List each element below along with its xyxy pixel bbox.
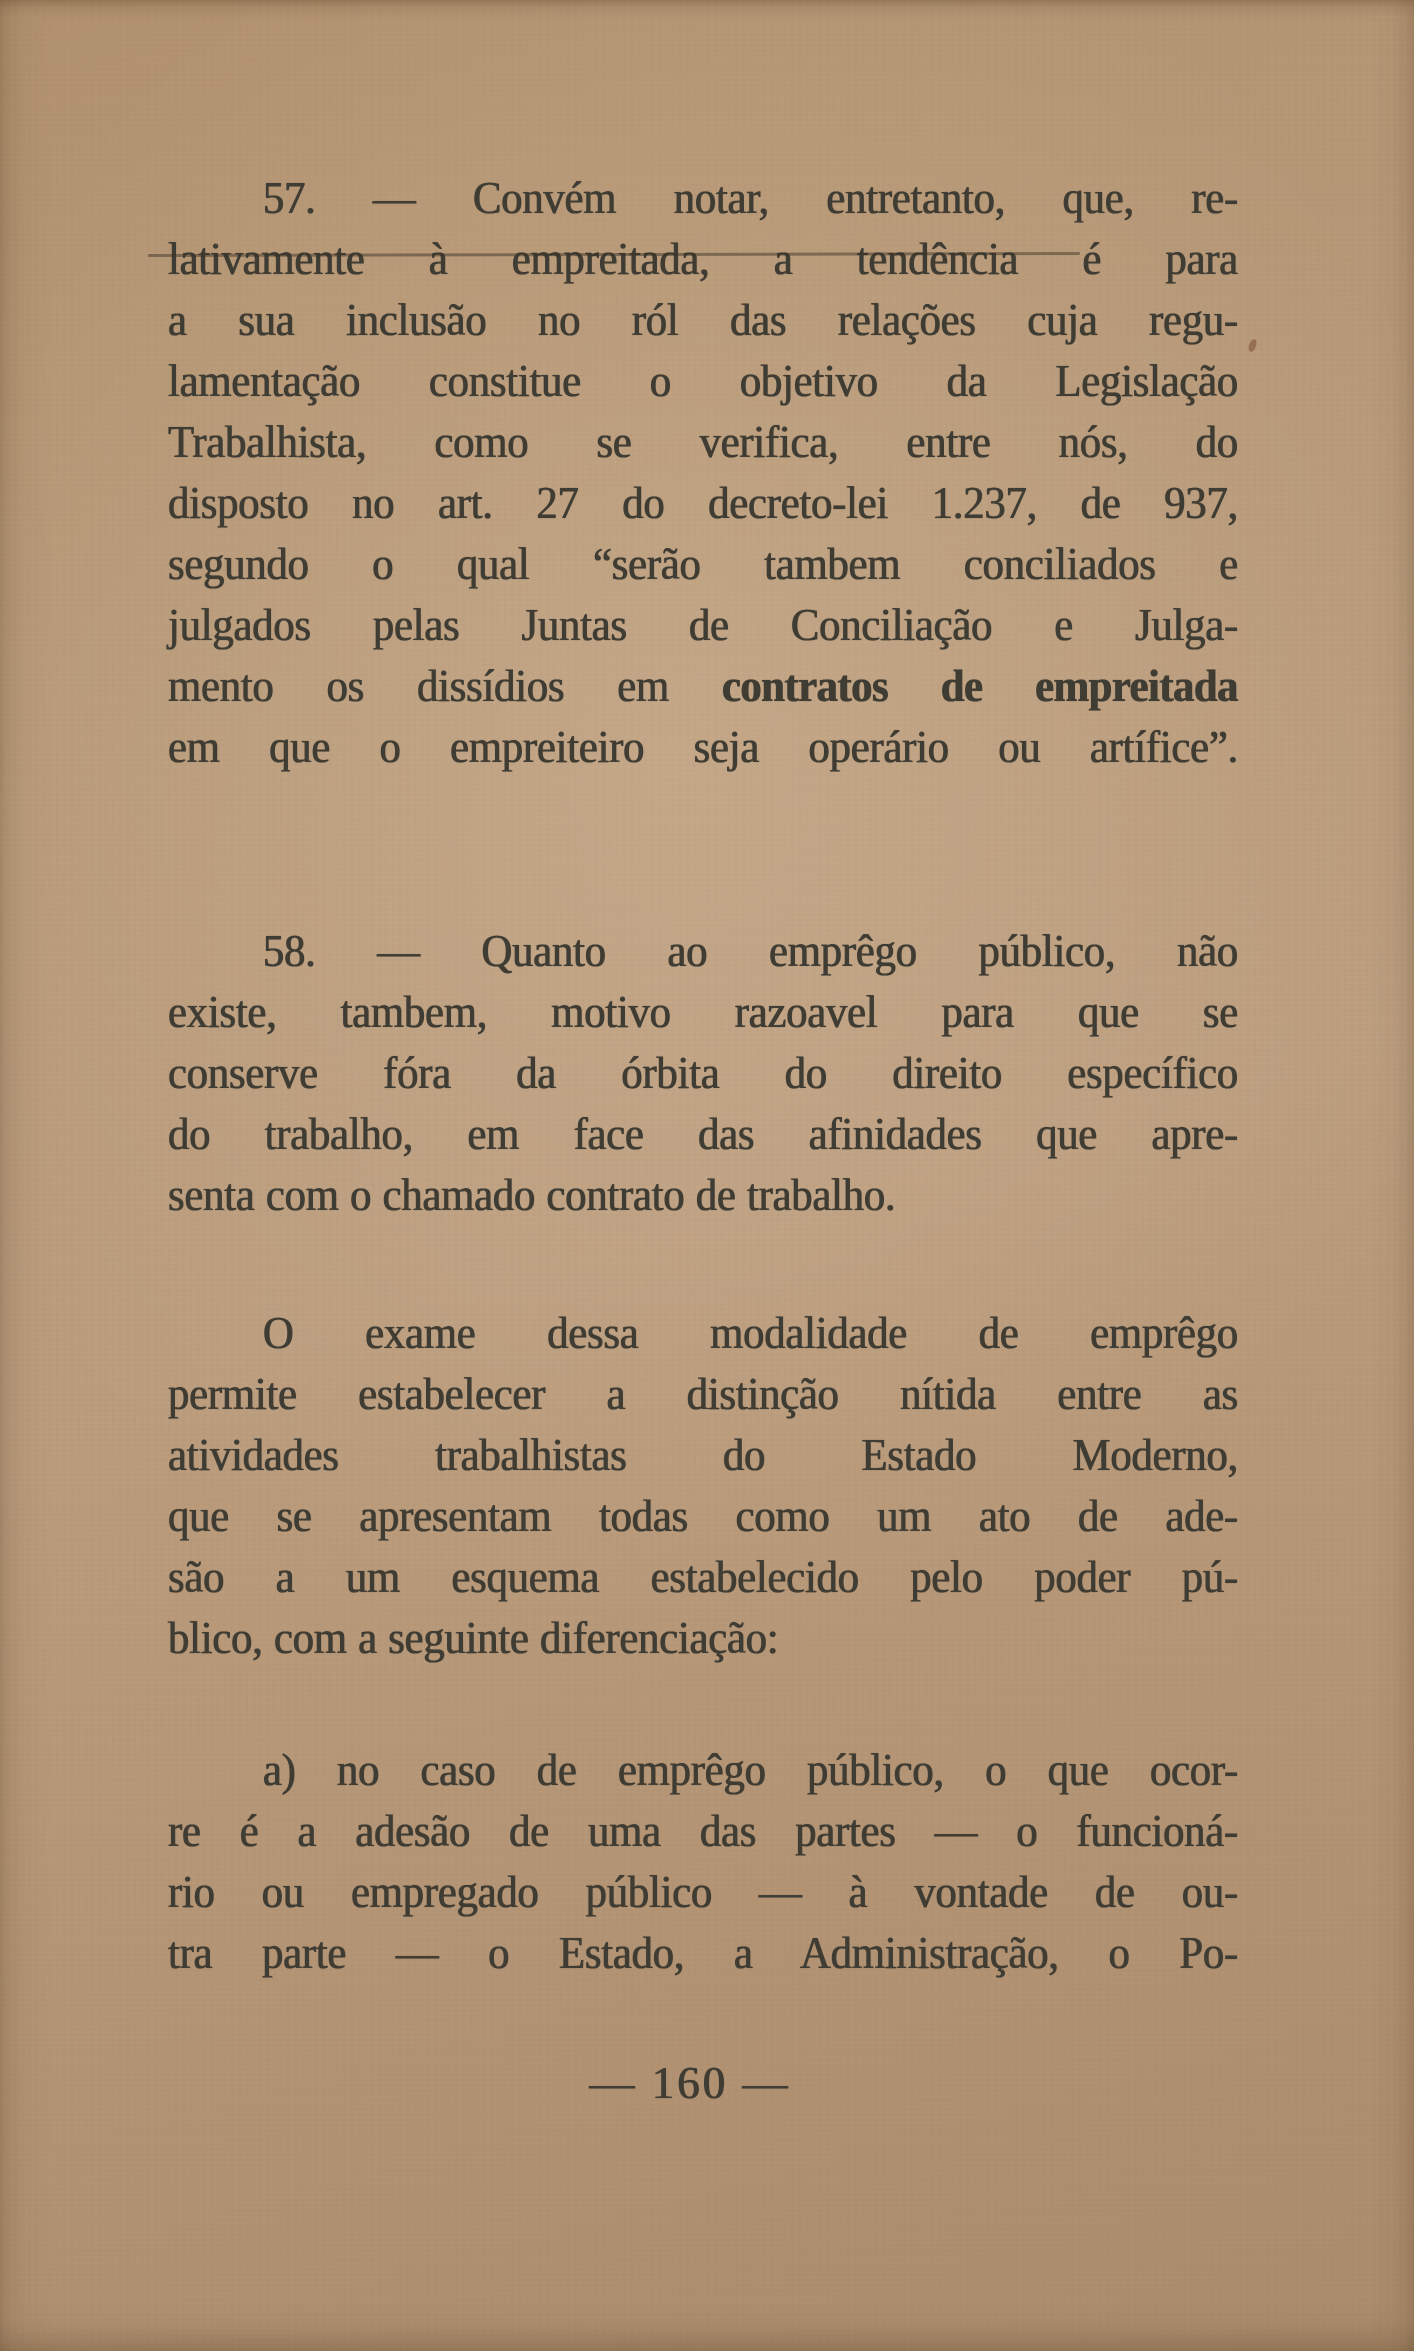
- text-line: senta com o chamado contrato de trabalho.: [168, 1169, 896, 1220]
- text-line: rio ou empregado público — à vontade de ou-: [168, 1866, 1238, 1917]
- paragraph-58: [168, 920, 1238, 1225]
- text-line: existe, tambem, motivo razoavel para que se: [168, 986, 1238, 1037]
- text-line: segundo o qual “serão tambem conciliados e: [168, 538, 1238, 589]
- text-line: disposto no art. 27 do decreto-lei 1.237, de 937,: [168, 477, 1238, 528]
- text-line: re é a adesão de uma das partes — o funcioná-: [168, 1805, 1238, 1856]
- text-line: lativamente à empreitada, a tendência é para: [168, 233, 1238, 284]
- text-line: 57. — Convém notar, entretanto, que, re-: [262, 172, 1238, 223]
- text-line: julgados pelas Juntas de Conciliação e Julga-: [168, 599, 1238, 650]
- text-line: do trabalho, em face das afinidades que apre-: [168, 1108, 1238, 1159]
- text-line: em que o empreiteiro seja operário ou artífice”.: [168, 721, 1238, 772]
- text-line: 58. — Quanto ao emprêgo público, não: [262, 925, 1238, 976]
- text-block: [168, 167, 1238, 1983]
- text-line: são a um esquema estabelecido pelo poder pú-: [168, 1551, 1238, 1602]
- text-line: conserve fóra da órbita do direito específico: [168, 1047, 1238, 1098]
- text-line: blico, com a seguinte diferenciação:: [168, 1612, 779, 1663]
- text-line: a sua inclusão no ról das relações cuja regu-: [168, 294, 1238, 345]
- text-line: [168, 655, 1238, 716]
- page-number: — 160 —: [589, 2058, 791, 2108]
- text-line: Trabalhista, como se verifica, entre nós, do: [168, 416, 1238, 467]
- text-line: atividades trabalhistas do Estado Moderno,: [168, 1429, 1238, 1480]
- text-line: tra parte — o Estado, a Administração, o Po-: [168, 1927, 1238, 1978]
- paragraph-item-a: [168, 1739, 1238, 1983]
- text-line: lamentação constitue o objetivo da Legislação: [168, 355, 1238, 406]
- paragraph-exame: [168, 1302, 1238, 1668]
- text-line: a) no caso de emprêgo público, o que ocor-: [262, 1744, 1238, 1795]
- text-line: permite estabelecer a distinção nítida entre as: [168, 1368, 1238, 1419]
- text-segment-bold: contratos de empreitada: [721, 660, 1238, 711]
- text-line: O exame dessa modalidade de emprêgo: [262, 1307, 1238, 1358]
- paragraph-57: [168, 167, 1238, 777]
- text-line: que se apresentam todas como um ato de ade-: [168, 1490, 1238, 1541]
- text-segment: mento os dissídios em: [168, 660, 722, 711]
- scan-artifact-ink-speck: [1248, 338, 1258, 352]
